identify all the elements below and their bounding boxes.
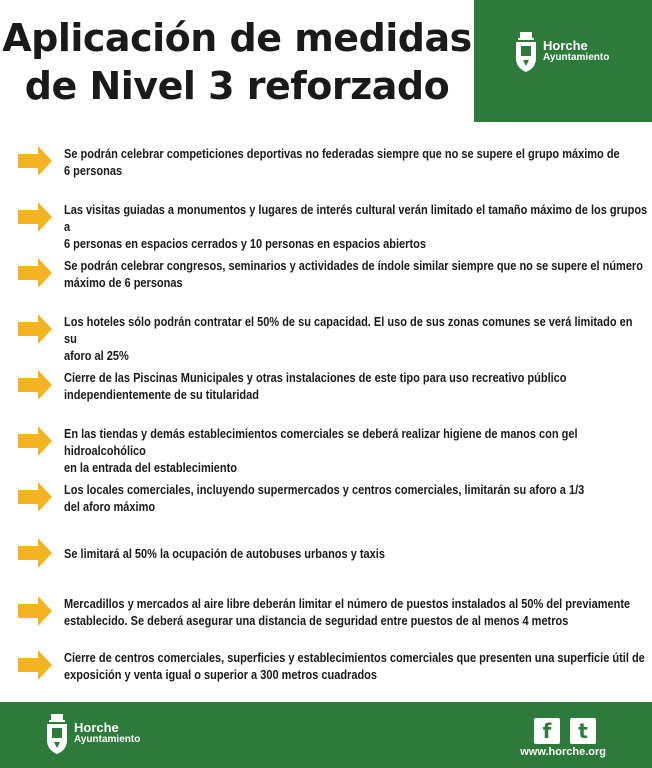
arrow-right-icon bbox=[16, 594, 54, 628]
logo-name: Horche bbox=[543, 38, 588, 53]
footer-logo bbox=[44, 712, 140, 756]
page-title bbox=[0, 0, 474, 122]
title-line-2: de Nivel 3 reforzado bbox=[24, 64, 450, 108]
arrow-right-icon bbox=[16, 256, 54, 290]
crest-icon bbox=[44, 712, 70, 756]
website-link[interactable]: www.horche.org bbox=[520, 746, 606, 758]
footer-logo-subtitle: Ayuntamiento bbox=[74, 734, 141, 745]
arrow-right-icon bbox=[16, 424, 54, 458]
arrow-right-icon bbox=[16, 144, 54, 178]
arrow-right-icon bbox=[16, 536, 54, 570]
twitter-icon[interactable]: t bbox=[570, 718, 596, 744]
crest-icon bbox=[513, 30, 539, 74]
arrow-right-icon bbox=[16, 648, 54, 682]
arrow-right-icon bbox=[16, 480, 54, 514]
title-line-1: Aplicación de medidas bbox=[2, 16, 472, 60]
facebook-icon[interactable]: f bbox=[534, 718, 560, 744]
footer-logo-name: Horche bbox=[74, 720, 119, 735]
arrow-right-icon bbox=[16, 368, 54, 402]
arrow-right-icon bbox=[16, 312, 54, 346]
logo-subtitle: Ayuntamiento bbox=[543, 52, 610, 63]
header-logo bbox=[513, 30, 609, 74]
social-links bbox=[534, 718, 596, 744]
arrow-right-icon bbox=[16, 200, 54, 234]
